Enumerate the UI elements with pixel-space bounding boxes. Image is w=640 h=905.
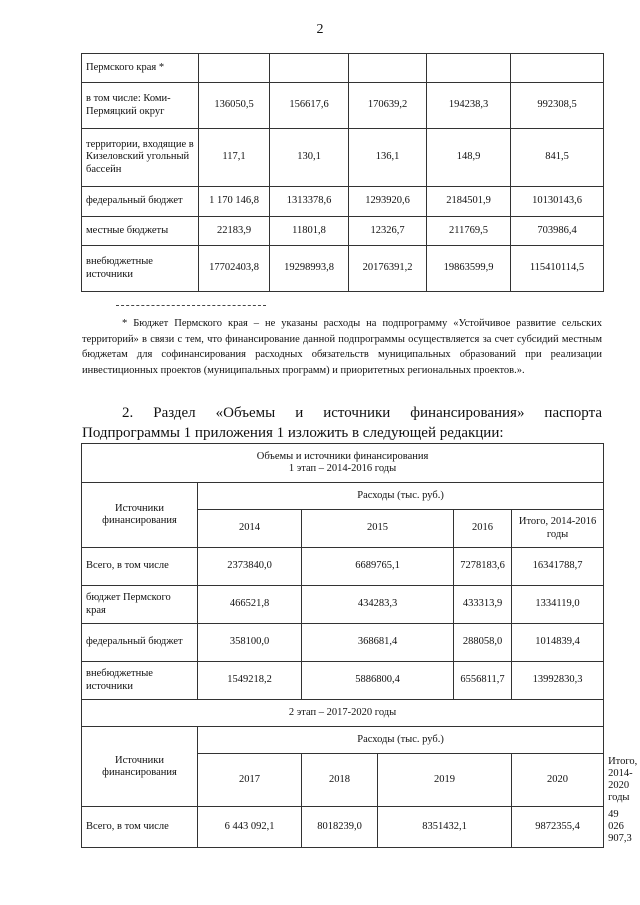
cell-value: 13992830,3 [512,662,604,700]
cell-value: 288058,0 [454,624,512,662]
stage2-title-row [82,700,604,727]
table-row [82,187,604,217]
total-header: Итого, 2014-2016 годы [512,510,604,548]
finance-title-row [82,444,604,483]
cell-value: 8018239,0 [302,807,378,848]
cell-value [199,54,270,83]
table-row [82,662,604,700]
sources-header: Источники финансирования [82,727,198,807]
row-label: местные бюджеты [82,217,199,246]
year-header: 2020 [512,754,604,807]
table-row [82,548,604,586]
cell-value: 434283,3 [302,586,454,624]
cell-value: 1 170 146,8 [199,187,270,217]
year-header: 2015 [302,510,454,548]
cell-value: 358100,0 [198,624,302,662]
stage2-years-row: 2017 2018 2019 2020 Итого, 2014-2020 годы [82,754,604,807]
cell-value: 433313,9 [454,586,512,624]
cell-value: 1549218,2 [198,662,302,700]
cell-value: 1334119,0 [512,586,604,624]
row-label: федеральный бюджет [82,187,199,217]
cell-value: 7278183,6 [454,548,512,586]
row-label: внебюджетные источники [82,662,198,700]
table-row [82,217,604,246]
continuation-table [81,53,604,292]
cell-value: 368681,4 [302,624,454,662]
year-header: 2016 [454,510,512,548]
table-row: Всего, в том числе 6 443 092,1 8018239,0 8351432,1 9872355,4 49 026 907,3 [82,807,604,848]
cell-value: 1313378,6 [270,187,349,217]
row-label: внебюджетные источники [82,246,199,292]
finance-title-line1: Объемы и источники финансирования [256,450,429,462]
cell-value [270,54,349,83]
cell-value [349,54,427,83]
sources-header: Источники финансирования [82,483,198,548]
cell-value: 194238,3 [427,83,511,129]
cell-value: 703986,4 [511,217,604,246]
footnote: * Бюджет Пермского края – не указаны расходы на подпрограмму «Устойчивое развитие сельских территорий» в связи с тем, что финансирование данной подпрограммы осуществляется за счет субсидий местным бюджетам для софинансирования расходных обязательств муниципальных образований при реализации инвестиционных проектов (муниципальных программ) и приоритетных региональных проектов.». [82,318,602,376]
cell-value: 136050,5 [199,83,270,129]
cell-value: 17702403,8 [199,246,270,292]
row-label: Всего, в том числе [82,807,198,848]
year-header: 2018 [302,754,378,807]
cell-value: 1293920,6 [349,187,427,217]
cell-value: 16341788,7 [512,548,604,586]
cell-value: 12326,7 [349,217,427,246]
cell-value: 6689765,1 [302,548,454,586]
expenses-header: Расходы (тыс. руб.) [198,483,604,510]
table-row [82,129,604,187]
table-row [82,624,604,662]
cell-value: 117,1 [199,129,270,187]
cell-value: 9872355,4 [512,807,604,848]
page-number: 2 [316,22,324,37]
cell-value [427,54,511,83]
cell-value: 19298993,8 [270,246,349,292]
cell-value: 5886800,4 [302,662,454,700]
expenses-header: Расходы (тыс. руб.) [198,727,604,754]
cell-value: 130,1 [270,129,349,187]
table-row [82,54,604,83]
cell-value: 19863599,9 [427,246,511,292]
cell-value: 2184501,9 [427,187,511,217]
cell-value: 8351432,1 [378,807,512,848]
cell-value: 136,1 [349,129,427,187]
stage2-header-row [82,727,604,754]
cell-value: 2373840,0 [198,548,302,586]
cell-value: 20176391,2 [349,246,427,292]
stage2-title: 2 этап – 2017-2020 годы [82,700,604,727]
cell-value: 170639,2 [349,83,427,129]
cell-value: 841,5 [511,129,604,187]
cell-value: 10130143,6 [511,187,604,217]
row-label: Пермского края * [82,54,199,83]
cell-value: 211769,5 [427,217,511,246]
finance-table [81,443,638,848]
row-label: федеральный бюджет [82,624,198,662]
finance-title [82,444,604,483]
cell-value: 22183,9 [199,217,270,246]
finance-title-line2: 1 этап – 2014-2016 годы [288,463,397,474]
footnote-divider [116,305,266,306]
stage1-header-row [82,483,604,510]
cell-value: 6 443 092,1 [198,807,302,848]
cell-value: 148,9 [427,129,511,187]
cell-value: 466521,8 [198,586,302,624]
cell-value [511,54,604,83]
year-header: 2017 [198,754,302,807]
row-label: в том числе: Коми-Пермяцкий округ [82,83,199,129]
cell-value: 156617,6 [270,83,349,129]
section-heading: 2. Раздел «Объемы и источники финансирования» паспорта Подпрограммы 1 приложения 1 изложить в следующей редакции: [82,405,602,441]
cell-value: 115410114,5 [511,246,604,292]
table-row [82,246,604,292]
table-row [82,586,604,624]
cell-value: 1014839,4 [512,624,604,662]
cell-value: 992308,5 [511,83,604,129]
row-label: Всего, в том числе [82,548,198,586]
year-header: 2014 [198,510,302,548]
cell-value: 11801,8 [270,217,349,246]
year-header: 2019 [378,754,512,807]
cell-value: 6556811,7 [454,662,512,700]
table-row [82,83,604,129]
row-label: территории, входящие в Кизеловский угольный бассейн [82,129,199,187]
row-label: бюджет Пермского края [82,586,198,624]
